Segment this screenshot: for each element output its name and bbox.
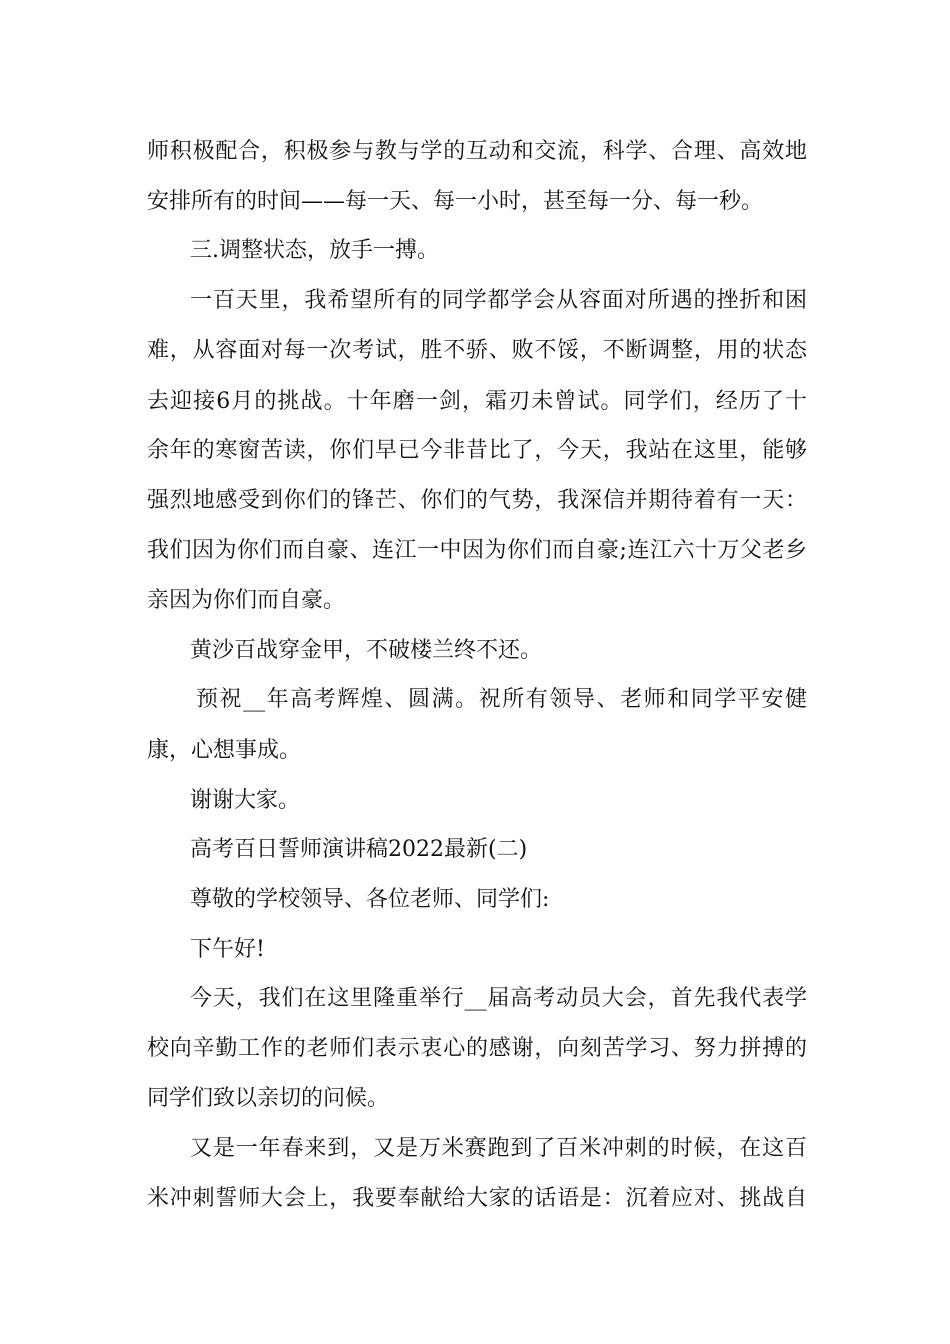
text-line: 亲因为你们而自豪。 <box>147 588 346 613</box>
text-line: 一百天里，我希望所有的同学都学会从容面对所遇的挫折和困 <box>190 288 807 313</box>
text-line: 去迎接6月的挑战。十年磨一剑，霜刃未曾试。同学们，经历了十 <box>147 389 807 414</box>
section-heading: 三.调整状态，放手一搏。 <box>190 238 439 263</box>
text-line: 同学们致以亲切的问候。 <box>147 1086 390 1111</box>
text-line: 米冲刺誓师大会上，我要奉献给大家的话语是：沉着应对、挑战自 <box>147 1186 807 1211</box>
text-line: 黄沙百战穿金甲，不破楼兰终不还。 <box>190 638 543 663</box>
salutation: 尊敬的学校领导、各位老师、同学们: <box>190 887 550 912</box>
text-line: 余年的寒窗苦读，你们早已今非昔比了，今天，我站在这里，能够 <box>147 438 807 463</box>
text-line: 我们因为你们而自豪、连江一中因为你们而自豪;连江六十万父老乡 <box>147 538 807 563</box>
text-line: 谢谢大家。 <box>190 788 301 813</box>
text-line: 又是一年春来到，又是万米赛跑到了百米冲刺的时候，在这百 <box>190 1136 807 1161</box>
text-line: 预祝__年高考辉煌、圆满。祝所有领导、老师和同学平安健 <box>196 687 807 712</box>
text-line: 校向辛勤工作的老师们表示衷心的感谢，向刻苦学习、努力拼搏的 <box>147 1036 807 1061</box>
text-line: 师积极配合，积极参与教与学的互动和交流，科学、合理、高效地 <box>147 139 807 164</box>
speech-title: 高考百日誓师演讲稿2022最新(二) <box>190 837 528 862</box>
text-line: 今天，我们在这里隆重举行__届高考动员大会，首先我代表学 <box>190 986 807 1011</box>
text-line: 强烈地感受到你们的锋芒、你们的气势，我深信并期待着有一天： <box>147 488 807 513</box>
text-line: 康，心想事成。 <box>147 738 302 763</box>
greeting: 下午好! <box>190 937 265 962</box>
text-line: 安排所有的时间——每一天、每一小时，甚至每一分、每一秒。 <box>147 189 764 214</box>
text-line: 难，从容面对每一次考试，胜不骄、败不馁，不断调整，用的状态 <box>147 338 807 363</box>
